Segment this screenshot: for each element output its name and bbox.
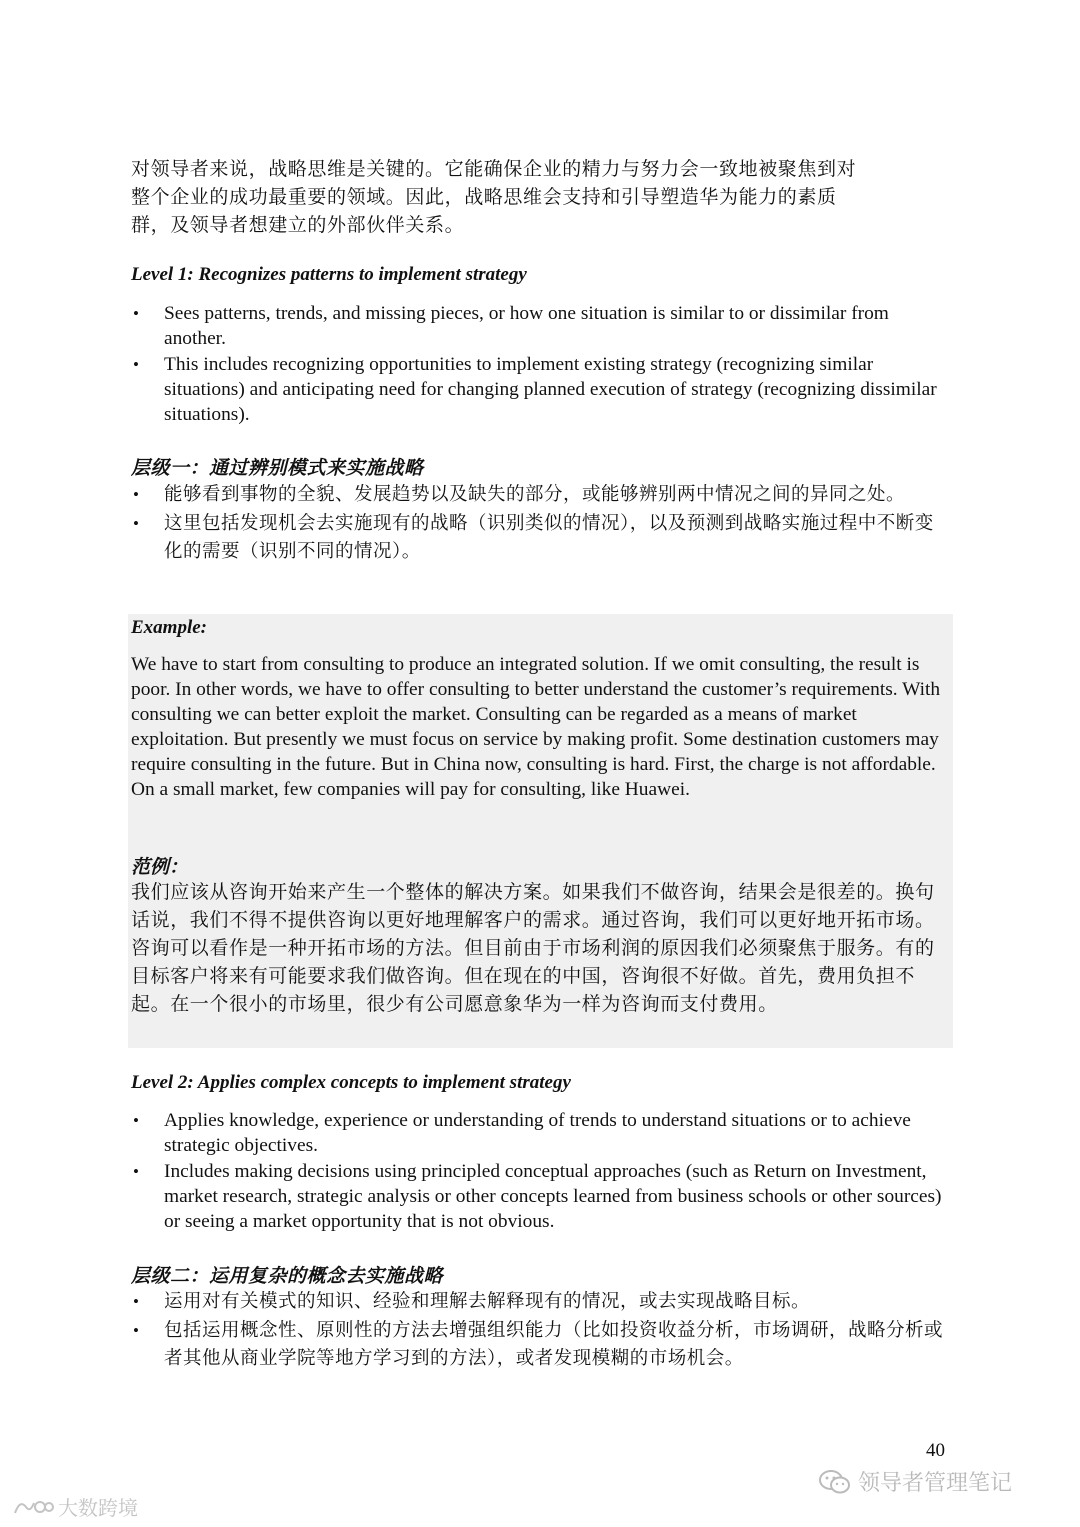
- wechat-icon: [818, 1468, 852, 1496]
- page-number: 40: [926, 1440, 945, 1461]
- level1-bullets-cn: [131, 481, 951, 567]
- bullet-icon: •: [133, 1321, 140, 1340]
- logo-icon: [12, 1495, 54, 1519]
- level1-heading-cn: 层级一：通过辨别模式来实施战略: [131, 458, 424, 479]
- example-title-en: Example:: [131, 617, 207, 638]
- bullet-icon: •: [133, 514, 140, 533]
- list-item: • 能够看到事物的全貌、发展趋势以及缺失的部分，或能够辨别两中情况之间的异同之处。: [131, 481, 951, 509]
- level2-bullets-cn: [131, 1288, 951, 1374]
- watermark-left-text: 大数跨境: [58, 1496, 138, 1520]
- intro-paragraph: [131, 156, 949, 240]
- watermark-left: [12, 1492, 138, 1521]
- level2-heading-en: Level 2: Applies complex concepts to implement strategy: [131, 1072, 571, 1093]
- intro-line: 整个企业的成功最重要的领域。因此，战略思维会支持和引导塑造华为能力的素质: [131, 187, 837, 208]
- level1-heading-en: Level 1: Recognizes patterns to implement strategy: [131, 264, 527, 285]
- example-text-en: We have to start from consulting to produce an integrated solution. If we omit consulting, the result is poor. In other words, we have to offer consulting to better understand the customer’s requirements. With consulting we can better exploit the market. Consulting can be regarded as a means of market exploitation. But presently we must focus on service by making profit. Some destination customers may require consulting in the future. But in China now, consulting is hard. First, the charge is not affordable. On a small market, few companies will pay for consulting, like Huawei.: [131, 654, 941, 800]
- watermark-right: [818, 1466, 1012, 1497]
- bullet-icon: •: [133, 1162, 139, 1181]
- list-item: • This includes recognizing opportunities to implement existing strategy (recognizing similar situations) and anticipating need for changing planned execution of strategy (recognizing dissimilar situations).: [133, 354, 937, 425]
- list-item: • Includes making decisions using principled conceptual approaches (such as Return on Investment, market research, strategic analysis or other concepts learned from business schools or other sources) or seeing a market opportunity that is not obvious.: [133, 1161, 942, 1232]
- level2-bullets-en: [131, 1108, 951, 1235]
- intro-line: 群，及领导者想建立的外部伙伴关系。: [131, 215, 465, 236]
- bullet-icon: •: [133, 1292, 140, 1311]
- bullet-icon: •: [133, 485, 140, 504]
- list-item: • 包括运用概念性、原则性的方法去增强组织能力（比如投资收益分析，市场调研，战略分析或者其他从商业学院等地方学习到的方法），或者发现模糊的市场机会。: [131, 1317, 951, 1373]
- watermark-right-text: 领导者管理笔记: [858, 1471, 1013, 1496]
- level1-bullets-en: [131, 301, 951, 428]
- bullet-icon: •: [133, 355, 139, 374]
- list-item: • Sees patterns, trends, and missing pieces, or how one situation is similar to or dissimilar from another.: [133, 303, 889, 349]
- example-text-cn: 我们应该从咨询开始来产生一个整体的解决方案。如果我们不做咨询，结果会是很差的。换句话说，我们不得不提供咨询以更好地理解客户的需求。通过咨询，我们可以更好地开拓市场。咨询可以看作是一种开拓市场的方法。但目前由于市场利润的原因我们必须聚焦于服务。有的目标客户将来有可能要求我们做咨询。但在现在的中国，咨询很不好做。首先，费用负担不起。在一个很小的市场里，很少有公司愿意象华为一样为咨询而支付费用。: [131, 882, 935, 1015]
- level2-heading-cn: 层级二：运用复杂的概念去实施战略: [131, 1266, 444, 1287]
- example-title-cn: 范例：: [131, 857, 189, 878]
- intro-line: 对领导者来说，战略思维是关键的。它能确保企业的精力与努力会一致地被聚焦到对: [131, 159, 857, 180]
- bullet-icon: •: [133, 304, 139, 323]
- list-item: • 这里包括发现机会去实施现有的战略（识别类似的情况），以及预测到战略实施过程中不断变化的需要（识别不同的情况）。: [131, 510, 951, 566]
- bullet-icon: •: [133, 1111, 139, 1130]
- list-item: • Applies knowledge, experience or understanding of trends to understand situations or to achieve strategic objectives.: [133, 1110, 911, 1156]
- list-item: • 运用对有关模式的知识、经验和理解去解释现有的情况，或去实现战略目标。: [131, 1288, 951, 1316]
